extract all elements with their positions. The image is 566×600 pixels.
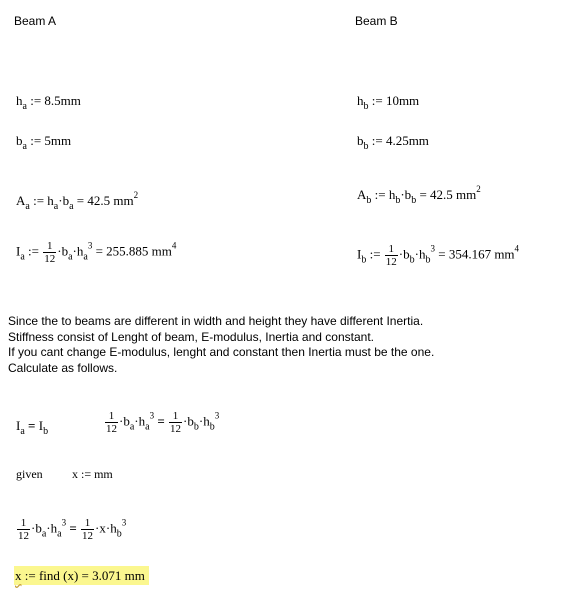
fraction: $\frac{1}{12}$	[82, 517, 94, 542]
fraction: $\frac{1}{12}$	[106, 410, 117, 435]
solve-equation: $\frac{1}{12}$ $\cdot b_a\cdot h_a^3$ = $\frac{1}{12}$ $\cdot x\cdot h_b^3$	[18, 517, 127, 542]
explanation-line: Since the to beams are different in width and height they have different Inertia.	[8, 314, 424, 328]
beam-a-height-def: $h_a$ := 8.5mm	[16, 93, 81, 112]
beam-a-width-def: $b_a$ := 5mm	[16, 133, 72, 152]
beam-b-height-def: $h_b$ := 10mm	[357, 93, 420, 112]
result-highlight: x := find (x) = 3.071 mm	[14, 566, 149, 585]
fraction: $\frac{1}{12}$	[18, 517, 29, 542]
expanded-inertia-equation: $\frac{1}{12}$ $\cdot b_a\cdot h_a^3$ = $\frac{1}{12}$ $\cdot b_b\cdot h_b^3$	[106, 410, 220, 435]
explanation-line: Calculate as follows.	[8, 360, 118, 375]
inertia-equality: $I_a = I_b$	[16, 418, 49, 437]
fraction: $\frac{1}{12}$	[170, 410, 182, 435]
explanation-line: Stiffness consist of Lenght of beam, E-modulus, Inertia and constant.	[8, 329, 374, 344]
beam-b-inertia-formula: $I_b$ := $\frac{1}{12}$ $\cdot b_b\cdot h_b^3 = 354.167$ $mm^4$	[357, 243, 520, 268]
find-result	[14, 568, 149, 584]
beam-a-inertia-formula: $I_a$ := $\frac{1}{12}$ $\cdot b_a\cdot h_a^3 = 255.885$ $mm^4$	[16, 240, 177, 265]
beam-b-area-formula: $A_b$ := $h_b\cdot b_b = 42.5$ $mm^2$	[357, 184, 481, 206]
given-keyword: given	[16, 467, 43, 481]
explanation-paragraph	[8, 314, 558, 376]
fraction: $\frac{1}{12}$	[44, 240, 56, 265]
beam-b-title: Beam B	[355, 14, 398, 28]
explanation-line: If you cant change E-modulus, lenght and constant then Inertia must be the one.	[8, 345, 435, 359]
fraction: $\frac{1}{12}$	[385, 243, 397, 268]
beam-a-title: Beam A	[14, 14, 57, 28]
beam-b-width-def: $b_b$ := 4.25mm	[357, 133, 429, 152]
x-unit-def: x := mm	[72, 467, 113, 481]
beam-a-area-formula: $A_a$ := $h_a\cdot b_a = 42.5$ $mm^2$	[16, 190, 139, 212]
